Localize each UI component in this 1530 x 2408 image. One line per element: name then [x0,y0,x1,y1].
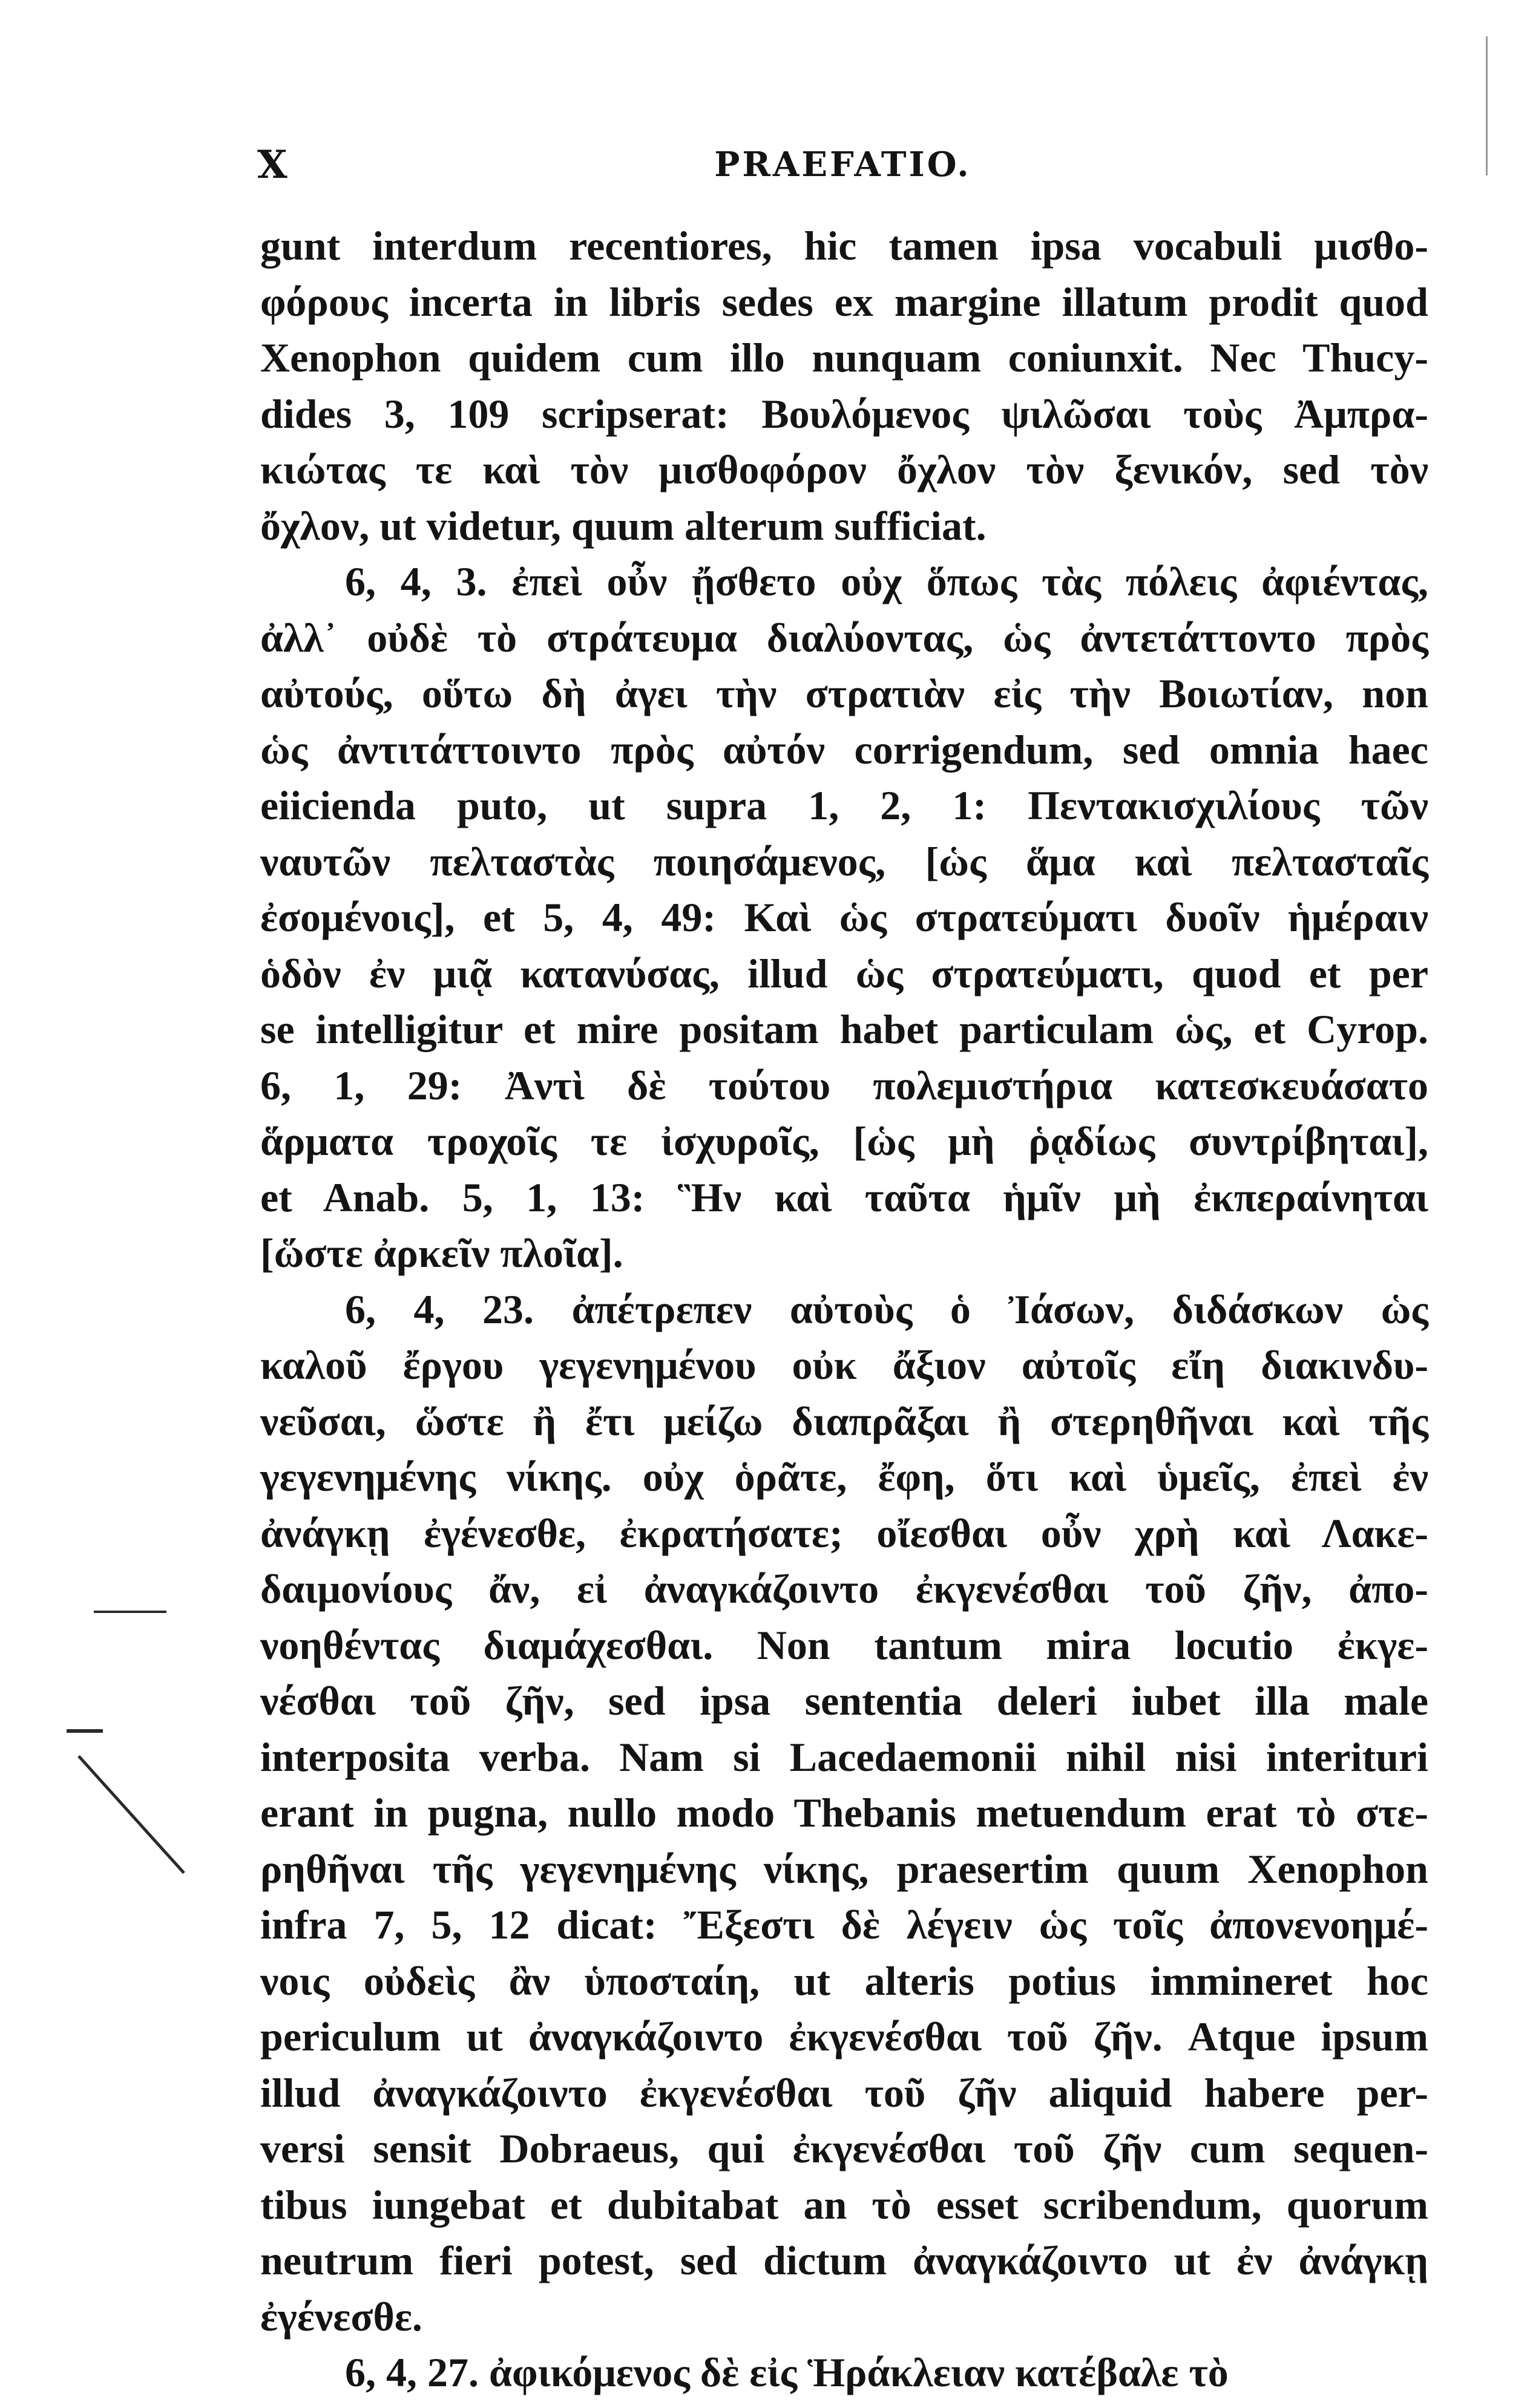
text-line: νέσθαι τοῦ ζῆν, sed ipsa sententia deleri iubet illa male [260,1678,1428,1724]
text-line: erant in pugna, nullo modo Thebanis metuendum erat τὸ στε- [260,1790,1428,1836]
text-line: gunt interdum recentiores, hic tamen ipsa vocabuli μισθο- [260,223,1428,269]
body-text [260,218,1428,2401]
text-line: versi sensit Dobraeus, qui ἐκγενέσθαι τοῦ ζῆν cum sequen- [260,2125,1428,2171]
text-line: 6, 4, 27. ἀφικόμενος δὲ εἰς Ἡράκλειαν κατέβαλε τὸ [345,2349,1229,2395]
text-line: νοις οὐδεὶς ἂν ὑποσταίη, ut alteris potius immineret hoc [260,1957,1428,2004]
page-number: X [257,142,289,188]
margin-pencil-mark [94,1611,166,1613]
text-line: ἐσομένοις], et 5, 4, 49: Καὶ ὡς στρατεύματι δυοῖν ἡμέραιν [260,894,1428,940]
text-line: ἅρματα τροχοῖς τε ἰσχυροῖς, [ὡς μὴ ῥᾳδίως συντρίβηται], [260,1118,1428,1164]
text-line: καλοῦ ἔργου γεγενημένου οὐκ ἄξιον αὐτοῖς εἴη διακινδυ- [260,1342,1428,1388]
text-line: ὡς ἀντιτάττοιντο πρὸς αὐτόν corrigendum, sed omnia haec [260,726,1428,773]
page-header [257,130,1428,197]
text-line: dides 3, 109 scripserat: Βουλόμενος ψιλῶσαι τοὺς Ἀμπρα- [260,390,1428,437]
text-line: [ὥστε ἀρκεῖν πλοῖα]. [260,1230,623,1276]
text-line: se intelligitur et mire positam habet particulam ὡς, et Cyrop. [260,1006,1428,1052]
text-line: ρηθῆναι τῆς γεγενημένης νίκης, praesertim quum Xenophon [260,1845,1428,1892]
text-line: αὐτούς, οὕτω δὴ ἀγει τὴν στρατιὰν εἰς τὴν Βοιωτίαν, non [260,670,1428,716]
text-line: γεγενημένης νίκης. οὐχ ὁρᾶτε, ἔφη, ὅτι καὶ ὑμεῖς, ἐπεὶ ἐν [260,1454,1428,1500]
text-line: Xenophon quidem cum illo nunquam coniunxit. Nec Thucy- [260,335,1428,381]
text-line: ὁδὸν ἐν μιᾷ κατανύσας, illud ὡς στρατεύματι, quod et per [260,950,1428,996]
text-line: 6, 1, 29: Ἀντὶ δὲ τούτου πολεμιστήρια κατεσκευάσατο [260,1062,1428,1108]
text-line: 6, 4, 3. ἐπεὶ οὖν ᾔσθετο οὐχ ὅπως τὰς πόλεις ἀφιέντας, [345,558,1428,604]
text-line: ἀνάγκῃ ἐγένεσθε, ἐκρατήσατε; οἴεσθαι οὖν χρὴ καὶ Λακε- [260,1510,1428,1556]
text-line: κιώτας τε καὶ τὸν μισθοφόρον ὄχλον τὸν ξενικόν, sed τὸν [260,447,1428,492]
margin-rule [1486,36,1488,175]
text-line: νεῦσαι, ὥστε ἢ ἔτι μείζω διαπρᾶξαι ἢ στερηθῆναι καὶ τῆς [260,1398,1428,1444]
text-line: ἐγένεσθε. [260,2293,422,2340]
text-line: ναυτῶν πελταστὰς ποιησάμενος, [ὡς ἅμα καὶ πελτασταῖς [260,838,1428,885]
margin-pencil-mark [77,1755,185,1874]
running-title: PRAEFATIO. [714,145,971,185]
text-line: periculum ut ἀναγκάζοιντο ἐκγενέσθαι τοῦ ζῆν. Atque ipsum [260,2014,1428,2060]
text-line: illud ἀναγκάζοιντο ἐκγενέσθαι τοῦ ζῆν aliquid habere per- [260,2069,1428,2116]
text-line: tibus iungebat et dubitabat an τὸ esset scribendum, quorum [260,2181,1428,2228]
margin-pencil-mark [67,1729,103,1733]
text-line: et Anab. 5, 1, 13: Ἣν καὶ ταῦτα ἡμῖν μὴ ἐκπεραίνηται [260,1174,1428,1220]
text-line: neutrum fieri potest, sed dictum ἀναγκάζοιντο ut ἐν ἀνάγκῃ [260,2237,1428,2283]
text-line: infra 7, 5, 12 dicat: Ἔξεστι δὲ λέγειν ὡς τοῖς ἀπονενοημέ- [260,1902,1428,1948]
text-line: φόρους incerta in libris sedes ex margine illatum prodit quod [260,278,1428,325]
text-line: ἀλλ᾽ οὐδὲ τὸ στράτευμα διαλύοντας, ὡς ἀντετάττοντο πρὸς [260,614,1428,661]
text-line: eiicienda puto, ut supra 1, 2, 1: Πεντακισχιλίους τῶν [260,782,1428,828]
text-line: νοηθέντας διαμάχεσθαι. Non tantum mira locutio ἐκγε- [260,1621,1428,1668]
text-line: 6, 4, 23. ἀπέτρεπεν αὐτοὺς ὁ Ἰάσων, διδάσκων ὡς [345,1286,1428,1332]
text-line: ὄχλον, ut videtur, quum alterum sufficiat. [260,502,987,549]
text-line: δαιμονίους ἄν, εἰ ἀναγκάζοιντο ἐκγενέσθαι τοῦ ζῆν, ἀπο- [260,1566,1428,1612]
text-line: interposita verba. Nam si Lacedaemonii nihil nisi interituri [260,1733,1428,1780]
